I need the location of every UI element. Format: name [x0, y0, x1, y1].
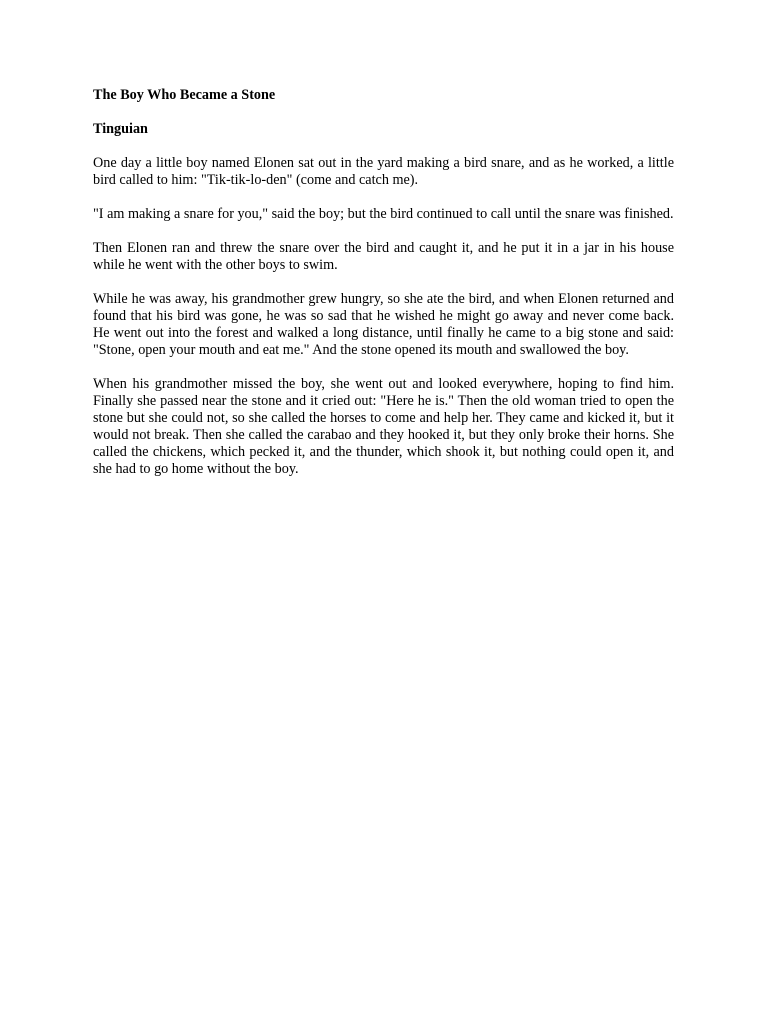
- document-title: The Boy Who Became a Stone: [93, 87, 276, 103]
- paragraph: One day a little boy named Elonen sat out in the yard making a bird snare, and as he worked, a little bird called to him: "Tik-tik-lo-den" (come and catch me).: [93, 155, 674, 188]
- paragraph: Then Elonen ran and threw the snare over the bird and caught it, and he put it in a jar in his house while he went with the other boys to swim.: [93, 240, 674, 273]
- paragraph: "I am making a snare for you," said the boy; but the bird continued to call until the snare was finished.: [93, 206, 674, 222]
- document-body: [93, 87, 674, 495]
- paragraph: When his grandmother missed the boy, she went out and looked everywhere, hoping to find him. Finally she passed near the stone and it cried out: "Here he is." Then the old woman tried to open the stone but she could not, so she called the horses to come and help her. They came and kicked it, but it would not break. Then she called the carabao and they hooked it, but they only broke their horns. She called the chickens, which pecked it, and the thunder, which shook it, but nothing could open it, and she had to go home without the boy.: [93, 376, 674, 477]
- paragraph: While he was away, his grandmother grew hungry, so she ate the bird, and when Elonen returned and found that his bird was gone, he was so sad that he wished he might go away and never come back. He went out into the forest and walked a long distance, until finally he came to a big stone and said: "Stone, open your mouth and eat me." And the stone opened its mouth and swallowed the boy.: [93, 291, 674, 358]
- document-subtitle: Tinguian: [93, 121, 148, 137]
